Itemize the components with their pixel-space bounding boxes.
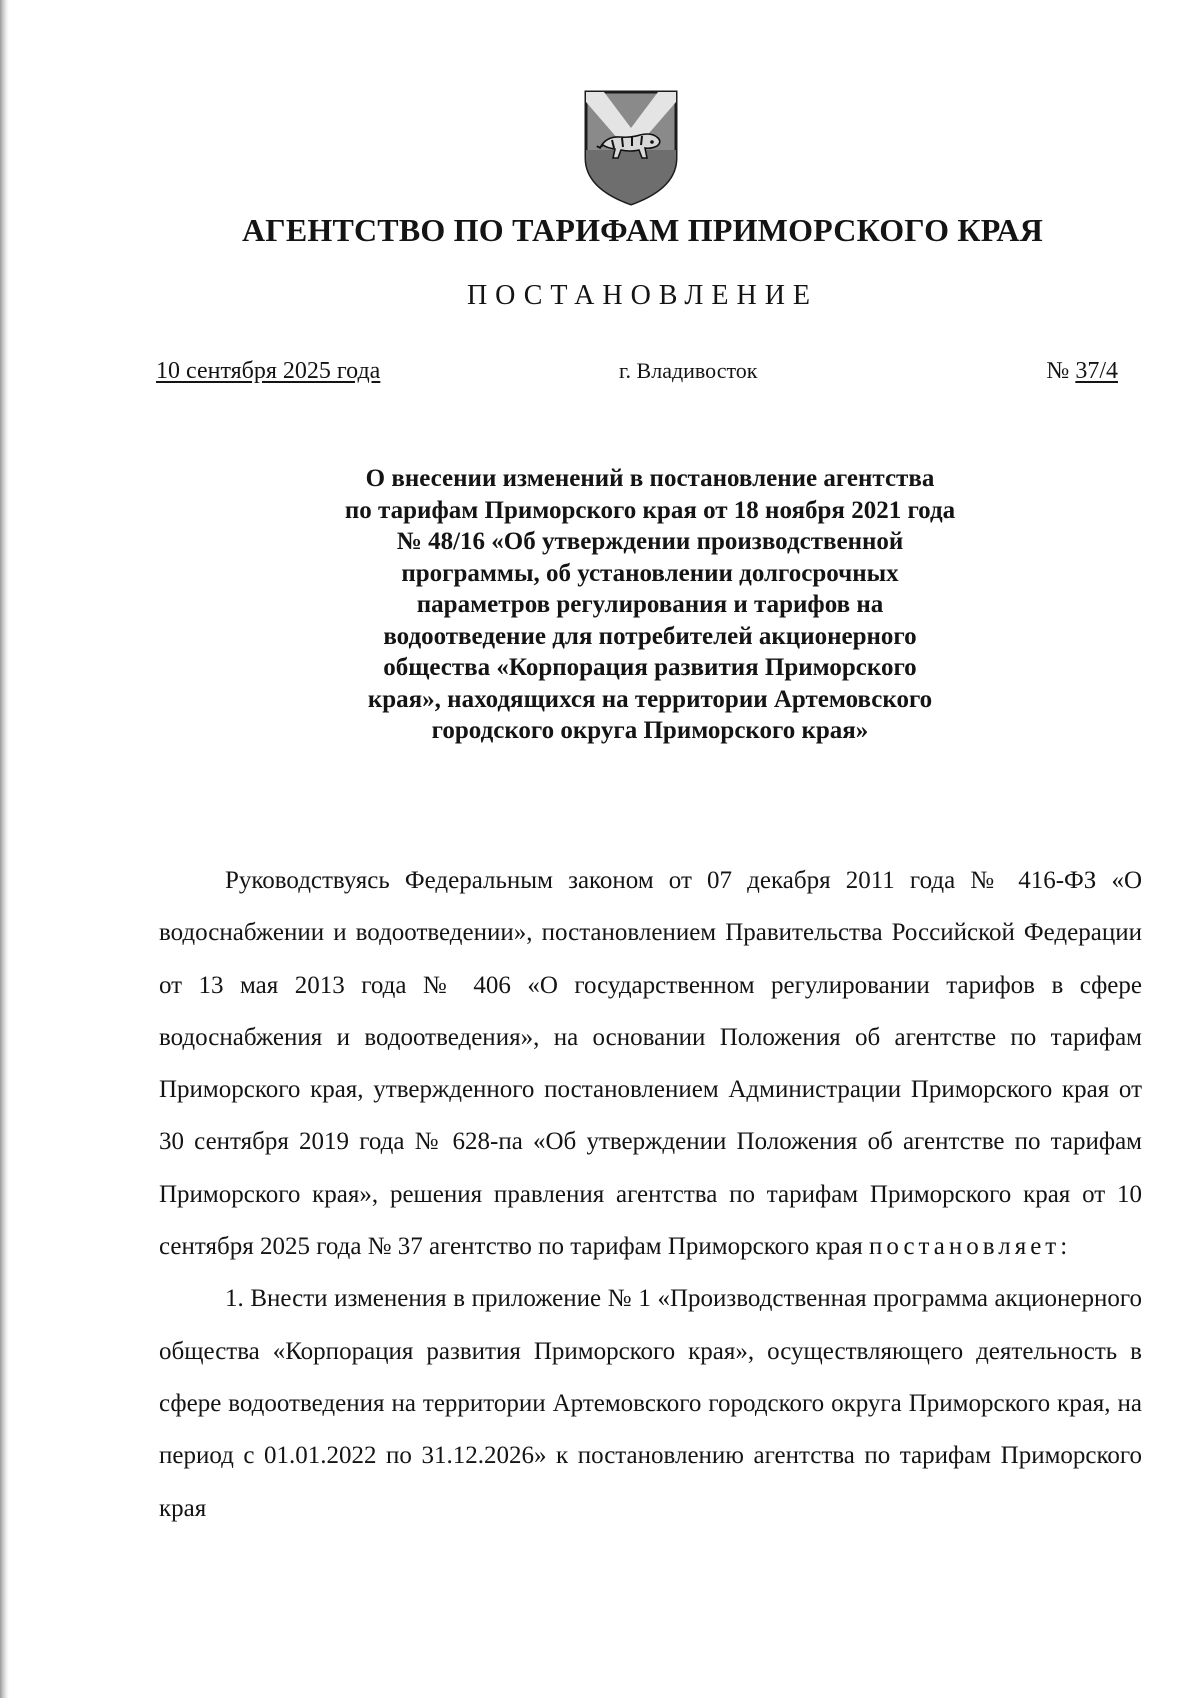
subject-line: края», находящихся на территории Артемовского	[367, 685, 933, 713]
scan-edge-shadow	[0, 0, 9, 1698]
document-date: 10 сентября 2025 года	[156, 358, 381, 384]
subject-line: водоотведение для потребителей акционерного	[383, 622, 917, 650]
subject-line: городского округа Приморского края»	[431, 717, 869, 744]
subject-line: общества «Корпорация развития Приморского	[383, 654, 917, 681]
subject-line: О внесении изменений в постановление агентства	[365, 465, 935, 492]
document-number	[1046, 353, 1118, 389]
subject-line: по тарифам Приморского края от 18 ноября 2021 года	[344, 496, 956, 524]
coat-of-arms-emblem	[582, 88, 680, 206]
subject-line: параметров регулирования и тарифов на	[416, 591, 884, 618]
preamble-text: Руководствуясь Федеральным законом от 07 декабря 2011 года № 416-ФЗ «О водоснабжении и водоотведении», постановлением Правительства Российской Федерации от 13 мая 2013 года № 406 «О государственном регулировании тарифов в сфере водоснабжения и водоотведения», на основании Положения об агентстве по тарифам Приморского края, утвержденного постановлением Администрации Приморского края от 30 сентября 2019 года № 628-па «Об утверждении Положения об агентстве по тарифам Приморского края», решения правления агентства по тарифам Приморского края от 10 сентября 2025 года № 37 агентство по тарифам Приморского края	[159, 867, 1142, 1261]
subject-line: программы, об установлении долгосрочных	[401, 559, 899, 587]
document-meta-row	[156, 353, 1118, 389]
document-number-prefix: №	[1046, 358, 1076, 384]
resolves-keyword: постановляет:	[868, 1233, 1072, 1261]
subject-line: № 48/16 «Об утверждении производственной	[396, 528, 904, 555]
document-number-value: 37/4	[1075, 358, 1118, 384]
item-1-paragraph: 1. Внести изменения в приложение № 1 «Производственная программа акционерного общества «Корпорация развития Приморского края», осуществляющего деятельность в сфере водоотведения на территории Артемовского городского округа Приморского края, на период с 01.01.2022 по 31.12.2026» к постановлению агентства по тарифам Приморского края	[159, 1285, 1142, 1522]
document-subject	[230, 463, 1070, 747]
document-body	[159, 855, 1142, 1535]
agency-title: АГЕНТСТВО ПО ТАРИФАМ ПРИМОРСКОГО КРАЯ	[241, 212, 1044, 248]
document-city: г. Владивосток	[619, 358, 758, 383]
document-type-heading: ПОСТАНОВЛЕНИЕ	[466, 280, 819, 311]
preamble-paragraph	[159, 855, 1142, 1273]
